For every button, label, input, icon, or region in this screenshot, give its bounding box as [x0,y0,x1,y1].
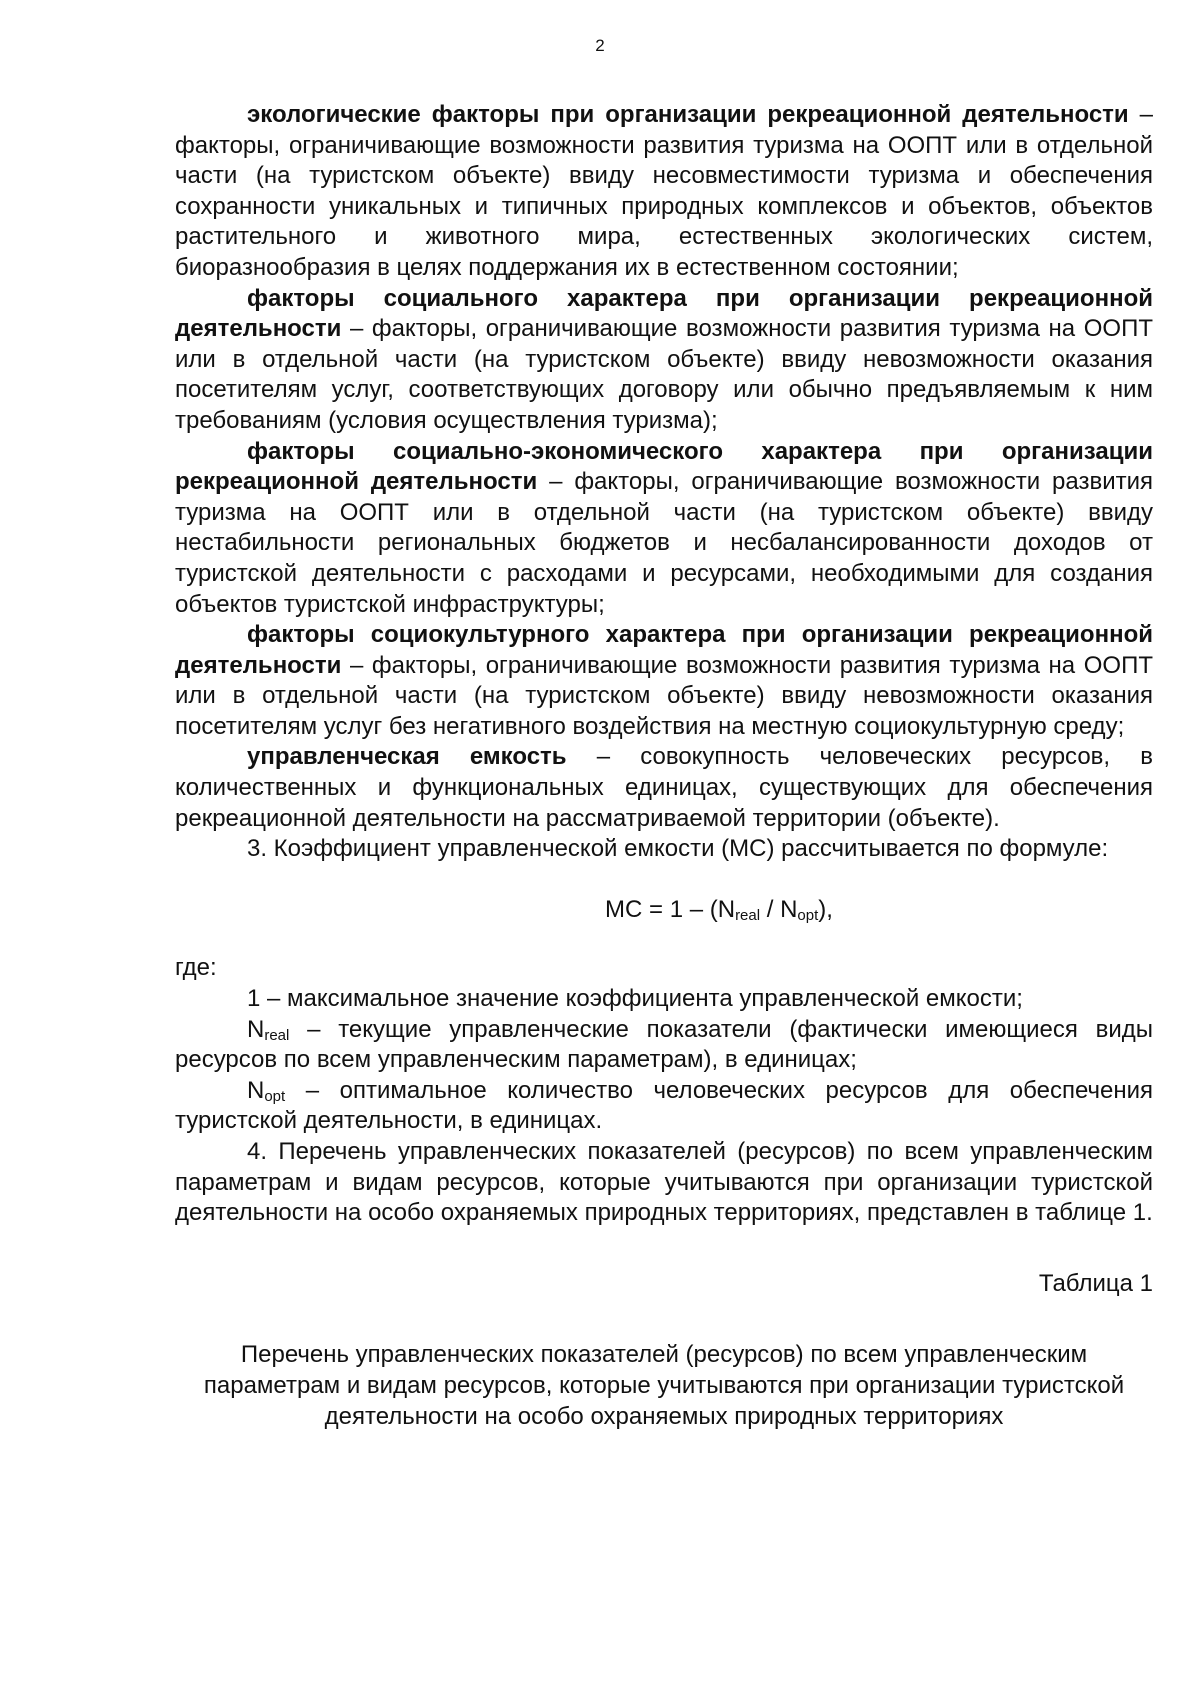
formula-left: MC = 1 – (N [605,895,736,923]
definition-social-factors [175,284,1153,437]
definition-management-capacity [175,742,1153,834]
definition-ecological-factors [175,100,1153,284]
definition-sociocultural-factors [175,620,1153,742]
nreal-subscript: real [264,1026,290,1044]
explanation-nreal [175,1015,1153,1076]
document-body [175,100,1153,1432]
definition-socioeconomic-factors [175,437,1153,621]
definition-term: управленческая емкость [247,743,567,771]
item-3-paragraph: 3. Коэффициент управленческой емкости (MC) рассчитывается по формуле: [247,835,1109,863]
nopt-symbol: N [247,1076,265,1104]
table-title: Перечень управленческих показателей (ресурсов) по всем управленческим параметрам и видам ресурсов, которые учитываются при организации туристской деятельности на особо охраняемых природных территориях [203,1341,1125,1431]
item-4-paragraph: 4. Перечень управленческих показателей (ресурсов) по всем управленческим параметрам и видам ресурсов, которые учитываются при организации туристской деятельности на особо охраняемых природных территориях, представлен в таблице 1. [175,1138,1153,1227]
formula-sub-real: real [735,906,761,924]
definition-text: – факторы, ограничивающие возможности развития туризма на ООПТ или в отдельной части (на туристском объекте) ввиду несовместимости туризма и обеспечения сохранности уникальных и типичных природных комплексов и объектов, объектов растительного и животного мира, естественных экологических систем, биоразнообразия в целях поддержания их в естественном состоянии; [175,101,1153,281]
definition-text: – совокупность человеческих ресурсов, в количественных и функциональных единицах, существующих для обеспечения рекреационной деятельности на рассматриваемой территории (объекте). [175,743,1153,832]
definition-term: экологические факторы при организации рекреационной деятельности [247,101,1129,128]
definition-text: – факторы, ограничивающие возможности развития туризма на ООПТ или в отдельной части (на туристском объекте) ввиду невозможности оказания посетителям услуг, соответствующих договору или обычно предъявляемым к ним требованиям (условия осуществления туризма); [175,315,1153,434]
explanation-one: 1 – максимальное значение коэффициента управленческой емкости; [247,985,1023,1013]
formula-right: ), [818,895,833,923]
nreal-text: – текущие управленческие показатели (фактически имеющиеся виды ресурсов по всем управленческим параметрам), в единицах; [175,1015,1153,1074]
formula-sub-opt: opt [797,906,819,924]
definition-text: – факторы, ограничивающие возможности развития туризма на ООПТ или в отдельной части (на туристском объекте) ввиду невозможности оказания посетителям услуг без негативного воздействия на местную социокультурную среду; [175,651,1153,740]
explanation-nopt [175,1076,1153,1137]
table-label: Таблица 1 [1038,1269,1153,1297]
definition-term: факторы социокультурного характера при организации рекреационной деятельности [175,621,1153,679]
definition-term: факторы социально-экономического характера при организации рекреационной деятельности [175,437,1153,496]
nopt-text: – оптимальное количество человеческих ресурсов для обеспечения туристской деятельности, в единицах. [175,1076,1153,1135]
where-label: где: [175,954,217,982]
nreal-symbol: N [247,1015,265,1043]
definition-term: факторы социального характера при организации рекреационной деятельности [175,284,1153,343]
formula-middle: / N [760,895,798,923]
page-number: 2 [595,36,605,55]
nopt-subscript: opt [264,1087,286,1105]
mc-formula [175,895,1153,926]
definition-text: – факторы, ограничивающие возможности развития туризма на ООПТ или в отдельной части (на туристском объекте) ввиду нестабильности региональных бюджетов и несбалансированности доходов от туристской деятельности с расходами и ресурсами, необходимыми для создания объектов туристской инфраструктуры; [175,468,1154,618]
